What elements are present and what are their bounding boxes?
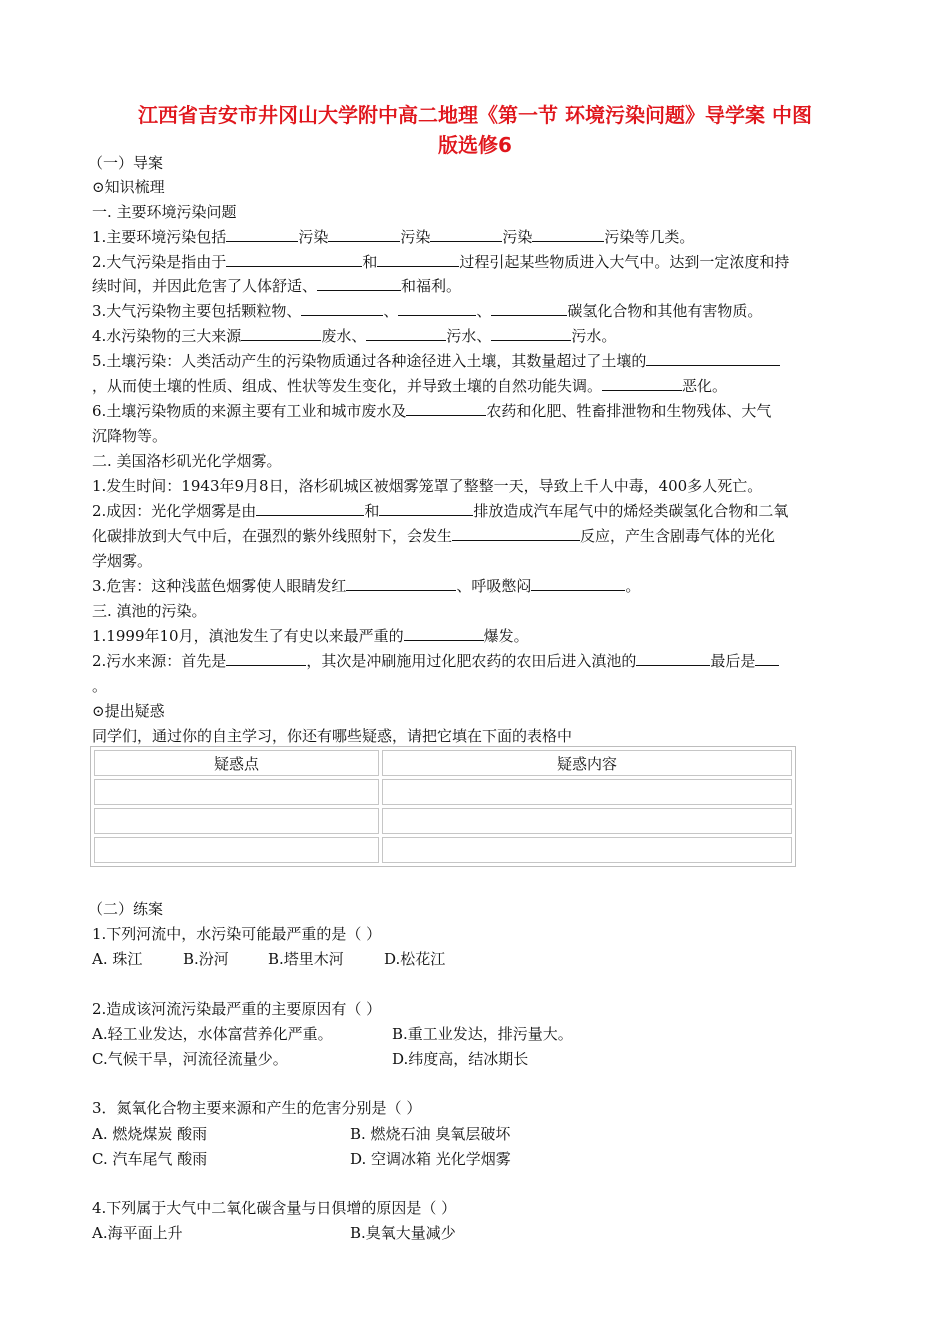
title-line-1: 江西省吉安市井冈山大学附中高二地理《第一节 环境污染问题》导学案 中图 bbox=[138, 103, 812, 127]
exercise-2-question: 2.造成该河流污染最严重的主要原因有（ ） bbox=[92, 1000, 382, 1018]
table-cell[interactable] bbox=[94, 837, 379, 863]
question-3-1: 1.1999年10月，滇池发生了有史以来最严重的 爆发。 bbox=[92, 627, 529, 645]
section-practice-heading: （二）练案 bbox=[88, 900, 164, 918]
question-1-4: 4.水污染物的三大来源 废水、 污水、 污水。 bbox=[92, 327, 617, 345]
doubt-table bbox=[90, 746, 796, 867]
table-row bbox=[94, 808, 792, 834]
question-2-2-cont2: 学烟雾。 bbox=[92, 552, 153, 570]
exercise-2-option-c: C.气候干旱，河流径流量少。 bbox=[92, 1050, 288, 1068]
exercise-1-option-b: B.汾河 bbox=[183, 950, 229, 968]
exercise-2-option-b: B.重工业发达，排污量大。 bbox=[392, 1025, 573, 1043]
exercise-3-option-a: A. 燃烧煤炭 酸雨 bbox=[92, 1125, 208, 1143]
question-1-1: 1.主要环境污染包括 污染 污染 污染 污染等几类。 bbox=[92, 228, 695, 246]
exercise-3-option-c: C. 汽车尾气 酸雨 bbox=[92, 1150, 208, 1168]
document-title bbox=[60, 100, 890, 160]
knowledge-heading: ⊙知识梳理 bbox=[92, 178, 165, 196]
question-intro: 同学们，通过你的自主学习，你还有哪些疑惑，请把它填在下面的表格中 bbox=[92, 727, 573, 745]
part2-heading: 二. 美国洛杉矶光化学烟雾。 bbox=[92, 452, 282, 470]
table-row bbox=[94, 779, 792, 805]
table-cell[interactable] bbox=[94, 779, 379, 805]
exercise-3-option-d: D. 空调冰箱 光化学烟雾 bbox=[350, 1150, 511, 1168]
exercise-4-question: 4.下列属于大气中二氧化碳含量与日俱增的原因是（ ） bbox=[92, 1199, 457, 1217]
question-1-6-cont: 沉降物等。 bbox=[92, 427, 168, 445]
part3-heading: 三. 滇池的污染。 bbox=[92, 602, 207, 620]
title-line-2: 版选修6 bbox=[438, 133, 512, 157]
table-header-row bbox=[94, 750, 792, 776]
table-cell[interactable] bbox=[94, 808, 379, 834]
question-2-2-cont: 化碳排放到大气中后，在强烈的紫外线照射下，会发生 反应，产生含剧毒气体的光化 bbox=[92, 527, 776, 545]
part1-heading: 一. 主要环境污染问题 bbox=[92, 203, 237, 221]
question-heading: ⊙提出疑惑 bbox=[92, 702, 165, 720]
exercise-3-option-b: B. 燃烧石油 臭氧层破坏 bbox=[350, 1125, 511, 1143]
question-1-5: 5.土壤污染：人类活动产生的污染物质通过各种途径进入土壤，其数量超过了土壤的 bbox=[92, 351, 780, 371]
exercise-2-option-a: A.轻工业发达，水体富营养化严重。 bbox=[92, 1025, 333, 1043]
question-2-2: 2.成因：光化学烟雾是由 和 排放造成汽车尾气中的烯烃类碳氢化合物和二氧 bbox=[92, 502, 789, 520]
table-row bbox=[94, 837, 792, 863]
section-guide-heading: （一）导案 bbox=[88, 154, 164, 172]
question-1-3: 3.大气污染物主要包括颗粒物、 、 、 碳氢化合物和其他有害物质。 bbox=[92, 302, 763, 320]
exercise-1-option-d: D.松花江 bbox=[384, 950, 446, 968]
question-1-6: 6.土壤污染物质的来源主要有工业和城市废水及 农药和化肥、牲畜排泄物和生物残体、大气 bbox=[92, 402, 772, 420]
question-1-2: 2.大气污染是指由于 和 过程引起某些物质进入大气中。达到一定浓度和持 bbox=[92, 253, 790, 271]
question-2-3: 3.危害：这种浅蓝色烟雾使人眼睛发红 、呼吸憋闷 。 bbox=[92, 577, 641, 595]
table-cell[interactable] bbox=[382, 779, 792, 805]
question-3-2: 2.污水来源：首先是 ，其次是冲刷施用过化肥农药的农田后进入滇池的 最后是 bbox=[92, 651, 779, 671]
exercise-3-question: 3．氮氧化合物主要来源和产生的危害分别是（ ） bbox=[92, 1099, 422, 1117]
exercise-1-option-c: B.塔里木河 bbox=[268, 950, 344, 968]
exercise-4-option-b: B.臭氧大量减少 bbox=[350, 1224, 456, 1242]
exercise-1-option-a: A. 珠江 bbox=[92, 950, 143, 968]
exercise-2-option-d: D.纬度高，结冰期长 bbox=[392, 1050, 529, 1068]
table-header-doubt-content: 疑惑内容 bbox=[382, 750, 792, 776]
exercise-1-question: 1.下列河流中，水污染可能最严重的是（ ） bbox=[92, 925, 382, 943]
exercise-4-option-a: A.海平面上升 bbox=[92, 1224, 183, 1242]
question-2-1: 1.发生时间：1943年9月8日，洛杉矶城区被烟雾笼罩了整整一天，导致上千人中毒，400多人死亡。 bbox=[92, 477, 763, 495]
table-cell[interactable] bbox=[382, 808, 792, 834]
table-header-doubt-point: 疑惑点 bbox=[94, 750, 379, 776]
question-3-2-cont: 。 bbox=[92, 677, 108, 695]
question-1-5-cont: ，从而使土壤的性质、组成、性状等发生变化，并导致土壤的自然功能失调。 恶化。 bbox=[92, 377, 728, 395]
question-1-2-cont: 续时间，并因此危害了人体舒适、 和福利。 bbox=[92, 277, 462, 295]
table-cell[interactable] bbox=[382, 837, 792, 863]
